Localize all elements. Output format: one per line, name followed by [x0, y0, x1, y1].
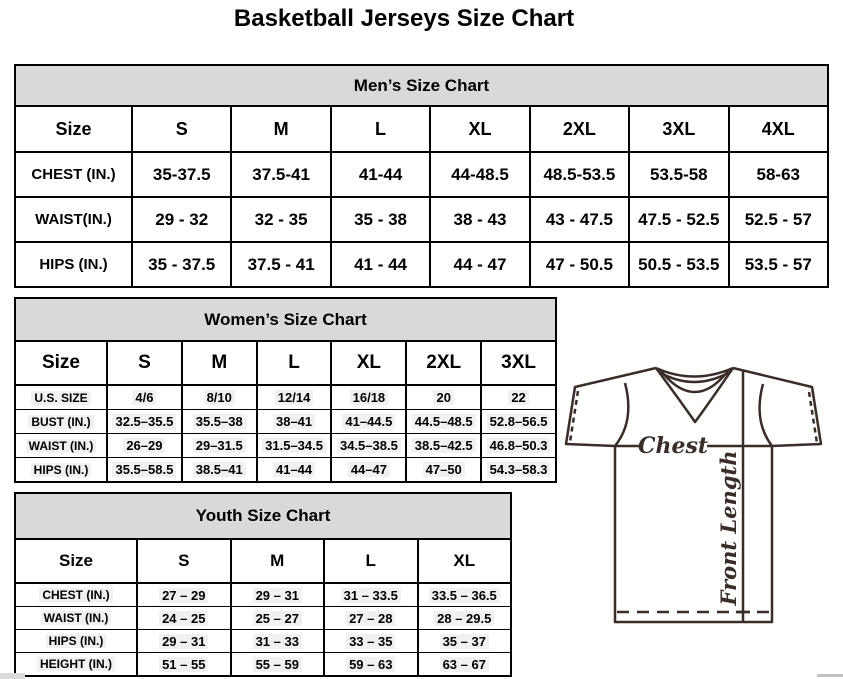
cell-text: 44.5–48.5: [412, 414, 476, 429]
womens-col-header-3xl: 3XL: [481, 341, 556, 385]
cell-text: 38.5–42.5: [412, 438, 476, 453]
cell-text: 33 – 35: [346, 634, 395, 649]
mens-col-header-3xl: 3XL: [629, 106, 728, 152]
mens-col-header-xl: XL: [430, 106, 529, 152]
row-label-text: BUST (IN.): [28, 415, 93, 429]
cell: 29 - 32: [132, 197, 231, 242]
mens-col-header-4xl: 4XL: [729, 106, 828, 152]
cell: [231, 607, 325, 630]
cell: [257, 385, 332, 410]
table-row: [15, 197, 828, 242]
row-label-waist: WAIST(IN.): [15, 197, 132, 242]
cell-text: 31 – 33.5: [341, 588, 401, 603]
cell-text: 59 – 63: [346, 657, 395, 672]
cell-text: 16/18: [350, 390, 389, 405]
cell-text: 29–31.5: [193, 438, 246, 453]
cell-text: 20: [433, 390, 453, 405]
row-label-chest: CHEST (IN.): [15, 152, 132, 197]
cell: [231, 630, 325, 653]
cell: [481, 458, 556, 483]
womens-col-header-l: L: [257, 341, 332, 385]
cell-text: 4/6: [132, 390, 156, 405]
cell: 41 - 44: [331, 242, 430, 287]
cell: [331, 434, 406, 458]
cell: 53.5 - 57: [729, 242, 828, 287]
cell-text: 33.5 – 36.5: [429, 588, 500, 603]
youth-size-chart-table: [14, 492, 512, 677]
cell: 44 - 47: [430, 242, 529, 287]
womens-col-header-s: S: [107, 341, 182, 385]
cell: [107, 385, 182, 410]
womens-size-chart-table: [14, 297, 557, 483]
cell: [324, 583, 418, 607]
cell-text: 25 – 27: [253, 611, 302, 626]
cell-text: 31 – 33: [253, 634, 302, 649]
cell: [107, 410, 182, 434]
cell-text: 12/14: [275, 390, 314, 405]
row-label-text: HIPS (IN.): [31, 463, 92, 477]
womens-col-header-xl: XL: [331, 341, 406, 385]
cell: [107, 434, 182, 458]
cell-text: 55 – 59: [253, 657, 302, 672]
row-label-hips: [15, 458, 107, 483]
cell-text: 29 – 31: [253, 588, 302, 603]
cell: 41-44: [331, 152, 430, 197]
cell-text: 63 – 67: [440, 657, 489, 672]
cell: 53.5-58: [629, 152, 728, 197]
cell: [406, 458, 481, 483]
row-label-text: WAIST (IN.): [41, 611, 112, 625]
table-row: [15, 458, 556, 483]
youth-col-header-s: S: [137, 539, 231, 583]
cell-text: 28 – 29.5: [434, 611, 494, 626]
cell: [137, 653, 231, 677]
row-label-hips: HIPS (IN.): [15, 242, 132, 287]
cell: 35 - 37.5: [132, 242, 231, 287]
cell: [182, 434, 257, 458]
table-row: [15, 410, 556, 434]
cell: 52.5 - 57: [729, 197, 828, 242]
mens-col-header-s: S: [132, 106, 231, 152]
cell-text: 41–44: [273, 462, 315, 477]
cell: 43 - 47.5: [530, 197, 629, 242]
cell: 38 - 43: [430, 197, 529, 242]
mens-col-header-size: Size: [15, 106, 132, 152]
cell: 37.5-41: [231, 152, 330, 197]
row-label-height: [15, 653, 137, 677]
cell-text: 46.8–50.3: [487, 438, 551, 453]
cell-text: 31.5–34.5: [262, 438, 326, 453]
cell: [418, 583, 512, 607]
armhole-seam-right: [760, 384, 772, 446]
youth-col-header-l: L: [324, 539, 418, 583]
cell: 35-37.5: [132, 152, 231, 197]
cell: [331, 458, 406, 483]
cell-text: 27 – 28: [346, 611, 395, 626]
cell: [331, 410, 406, 434]
cell-text: 27 – 29: [159, 588, 208, 603]
jersey-diagram: [556, 358, 843, 670]
cell: 50.5 - 53.5: [629, 242, 728, 287]
cell: [107, 458, 182, 483]
cell-text: 32.5–35.5: [112, 414, 176, 429]
cell-text: 41–44.5: [342, 414, 395, 429]
cell: [257, 458, 332, 483]
cell-text: 35 – 37: [440, 634, 489, 649]
mens-size-chart-table: [14, 64, 829, 288]
row-label-hips: [15, 630, 137, 653]
cell: 35 - 38: [331, 197, 430, 242]
cell-text: 51 – 55: [159, 657, 208, 672]
cell: [406, 385, 481, 410]
cell: [137, 607, 231, 630]
cell: [182, 410, 257, 434]
page-title: Basketball Jerseys Size Chart: [233, 5, 575, 32]
row-label-text: HIPS (IN.): [46, 634, 107, 648]
mens-col-header-2xl: 2XL: [530, 106, 629, 152]
row-label-chest: [15, 583, 137, 607]
cell: 44-48.5: [430, 152, 529, 197]
row-label-us-size: [15, 385, 107, 410]
cell-text: 8/10: [204, 390, 235, 405]
cell: [481, 385, 556, 410]
cell: [257, 410, 332, 434]
cell: [331, 385, 406, 410]
youth-col-header-m: M: [231, 539, 325, 583]
cell-text: 54.3–58.3: [487, 462, 551, 477]
cell-text: 34.5–38.5: [337, 438, 401, 453]
row-label-text: WAIST (IN.): [26, 439, 97, 453]
cell: 32 - 35: [231, 197, 330, 242]
row-label-text: CHEST (IN.): [39, 588, 112, 602]
cell: 48.5-53.5: [530, 152, 629, 197]
cell-text: 52.8–56.5: [487, 414, 551, 429]
cell-text: 44–47: [348, 462, 390, 477]
youth-col-header-xl: XL: [418, 539, 512, 583]
table-row: [15, 653, 511, 677]
cell: [418, 607, 512, 630]
cell: [182, 458, 257, 483]
cell: [137, 630, 231, 653]
cell: 47.5 - 52.5: [629, 197, 728, 242]
table-row: [15, 583, 511, 607]
womens-col-header-size: Size: [15, 341, 107, 385]
womens-col-header-2xl: 2XL: [406, 341, 481, 385]
cell: [137, 583, 231, 607]
womens-section-title: Women’s Size Chart: [15, 298, 556, 341]
cell-text: 29 – 31: [159, 634, 208, 649]
cell: [418, 630, 512, 653]
cell: [406, 434, 481, 458]
jersey-outline: [566, 368, 821, 622]
mens-col-header-m: M: [231, 106, 330, 152]
cell: [231, 583, 325, 607]
table-row: [15, 152, 828, 197]
cell-text: 47–50: [423, 462, 465, 477]
mens-col-header-l: L: [331, 106, 430, 152]
cell: [481, 434, 556, 458]
cell-text: 24 – 25: [159, 611, 208, 626]
youth-section-title: Youth Size Chart: [15, 493, 511, 539]
cell: [324, 630, 418, 653]
cell: 37.5 - 41: [231, 242, 330, 287]
cell-text: 35.5–58.5: [112, 462, 176, 477]
cell: [257, 434, 332, 458]
cell: [406, 410, 481, 434]
row-label-bust: [15, 410, 107, 434]
cell: [481, 410, 556, 434]
table-row: [15, 242, 828, 287]
youth-col-header-size: Size: [15, 539, 137, 583]
table-row: [15, 434, 556, 458]
cell-text: 38–41: [273, 414, 315, 429]
cell-text: 35.5–38: [193, 414, 246, 429]
mens-section-title: Men’s Size Chart: [15, 65, 828, 106]
cell-text: 38.5–41: [193, 462, 246, 477]
table-row: [15, 385, 556, 410]
cell: [418, 653, 512, 677]
womens-col-header-m: M: [182, 341, 257, 385]
row-label-waist: [15, 434, 107, 458]
cell: 47 - 50.5: [530, 242, 629, 287]
row-label-text: HEIGHT (IN.): [37, 657, 115, 671]
table-row: [15, 607, 511, 630]
horizontal-scrollbar-fragment-left[interactable]: [0, 673, 25, 679]
chest-label: Chest: [637, 433, 709, 459]
cell-text: 26–29: [123, 438, 165, 453]
cell: [324, 607, 418, 630]
cell-text: 22: [508, 390, 528, 405]
cell: [231, 653, 325, 677]
cell: 58-63: [729, 152, 828, 197]
table-row: [15, 630, 511, 653]
horizontal-scrollbar-fragment-right[interactable]: [817, 674, 843, 677]
cell: [324, 653, 418, 677]
armhole-seam-left: [615, 383, 628, 446]
cell: [182, 385, 257, 410]
row-label-text: U.S. SIZE: [31, 391, 90, 405]
row-label-waist: [15, 607, 137, 630]
front-length-label: Front Length: [716, 450, 741, 606]
